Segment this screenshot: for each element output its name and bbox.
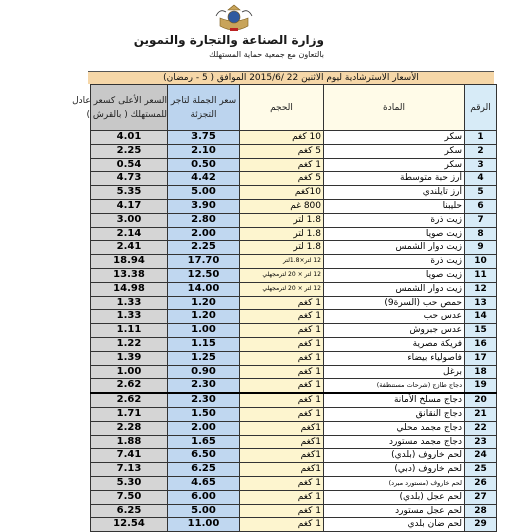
table-row <box>91 490 497 504</box>
item-cell: برغل <box>324 365 465 379</box>
item-cell: حليبنا <box>324 199 465 213</box>
retail-price-cell: 1.00 <box>91 365 168 379</box>
retail-price-cell: 1.71 <box>91 407 168 421</box>
table-row <box>91 324 497 338</box>
retail-price-cell: 1.22 <box>91 337 168 351</box>
table-row <box>91 268 497 282</box>
row-number-cell: 19 <box>465 379 497 393</box>
size-cell: 1كغم <box>240 463 324 477</box>
retail-price-cell: 3.00 <box>91 213 168 227</box>
item-cell: أرز تايلندي <box>324 186 465 200</box>
retail-price-cell: 2.14 <box>91 227 168 241</box>
row-number-cell: 6 <box>465 199 497 213</box>
table-row <box>91 421 497 435</box>
retail-price-cell: 1.39 <box>91 351 168 365</box>
size-cell: 1 كغم <box>240 490 324 504</box>
row-number-cell: 22 <box>465 421 497 435</box>
table-row <box>91 131 497 145</box>
retail-price-cell: 2.62 <box>91 393 168 407</box>
retail-price-cell: 12.54 <box>91 518 168 532</box>
row-number-cell: 24 <box>465 449 497 463</box>
wholesale-price-cell: 2.00 <box>168 227 240 241</box>
table-row <box>91 255 497 269</box>
wholesale-price-cell: 5.00 <box>168 186 240 200</box>
row-number-cell: 14 <box>465 310 497 324</box>
item-cell: زيت دوار الشمس <box>324 241 465 255</box>
row-number-cell: 17 <box>465 351 497 365</box>
retail-price-cell: 7.41 <box>91 449 168 463</box>
item-cell: دجاج النقانق <box>324 407 465 421</box>
row-number-cell: 10 <box>465 255 497 269</box>
retail-price-cell: 1.33 <box>91 310 168 324</box>
wholesale-price-cell: 2.30 <box>168 393 240 407</box>
header-retail: السعر الأعلى كسعر عادل للمستهلك ( بالقرش ) <box>91 85 168 131</box>
wholesale-price-cell: 6.50 <box>168 449 240 463</box>
size-cell: 1 كغم <box>240 158 324 172</box>
item-cell: عدس حب <box>324 310 465 324</box>
size-cell: 1كغم <box>240 435 324 449</box>
item-cell: فاصولياء بيضاء <box>324 351 465 365</box>
retail-price-cell: 1.11 <box>91 324 168 338</box>
wholesale-price-cell: 0.90 <box>168 365 240 379</box>
item-cell: زيت دوار الشمس <box>324 282 465 296</box>
wholesale-price-cell: 6.25 <box>168 463 240 477</box>
table-row <box>91 310 497 324</box>
item-cell: سكر <box>324 144 465 158</box>
retail-price-cell: 1.33 <box>91 296 168 310</box>
table-row <box>91 199 497 213</box>
item-cell: دجاج مسلخ الأمانة <box>324 393 465 407</box>
item-cell: زيت صويا <box>324 227 465 241</box>
row-number-cell: 29 <box>465 518 497 532</box>
size-cell: 10كغم <box>240 186 324 200</box>
retail-price-cell: 18.94 <box>91 255 168 269</box>
size-cell: 5 كغم <box>240 172 324 186</box>
retail-price-cell: 4.01 <box>91 131 168 145</box>
size-cell: 800 غم <box>240 199 324 213</box>
table-row <box>91 337 497 351</box>
wholesale-price-cell: 2.00 <box>168 421 240 435</box>
size-cell: 10 كغم <box>240 131 324 145</box>
size-cell: 1 كغم <box>240 393 324 407</box>
retail-price-cell: 14.98 <box>91 282 168 296</box>
table-row <box>91 241 497 255</box>
retail-price-cell: 2.62 <box>91 379 168 393</box>
wholesale-price-cell: 2.80 <box>168 213 240 227</box>
item-cell: حمص حب (السرة9) <box>324 296 465 310</box>
table-row <box>91 351 497 365</box>
wholesale-price-cell: 2.25 <box>168 241 240 255</box>
retail-price-cell: 4.73 <box>91 172 168 186</box>
retail-price-cell: 4.17 <box>91 199 168 213</box>
wholesale-price-cell: 1.65 <box>168 435 240 449</box>
row-number-cell: 12 <box>465 282 497 296</box>
item-cell: أرز حبة متوسطة <box>324 172 465 186</box>
size-cell: 1 كغم <box>240 337 324 351</box>
item-cell: لحم عجل مستورد <box>324 504 465 518</box>
item-cell: دجاج مجمد محلي <box>324 421 465 435</box>
row-number-cell: 26 <box>465 476 497 490</box>
table-row <box>91 518 497 532</box>
size-cell: 1 كغم <box>240 476 324 490</box>
item-cell: لحم ضان بلدي <box>324 518 465 532</box>
table-row <box>91 282 497 296</box>
ministry-title: وزارة الصناعة والتجارة والتموين <box>133 33 324 47</box>
retail-price-cell: 7.13 <box>91 463 168 477</box>
wholesale-price-cell: 17.70 <box>168 255 240 269</box>
table-row <box>91 379 497 393</box>
row-number-cell: 1 <box>465 131 497 145</box>
table-row <box>91 296 497 310</box>
row-number-cell: 3 <box>465 158 497 172</box>
size-cell: 12 لتر×1.8لتر <box>240 255 324 269</box>
header-size: الحجم <box>240 85 324 131</box>
size-cell: 12 لتر × 20 لترمجهلي <box>240 268 324 282</box>
size-cell: 5 كغم <box>240 144 324 158</box>
table-row <box>91 144 497 158</box>
wholesale-price-cell: 2.10 <box>168 144 240 158</box>
retail-price-cell: 0.54 <box>91 158 168 172</box>
row-number-cell: 28 <box>465 504 497 518</box>
size-cell: 1 كغم <box>240 365 324 379</box>
retail-price-cell: 7.50 <box>91 490 168 504</box>
item-cell: زيت صويا <box>324 268 465 282</box>
size-cell: 1كغم <box>240 421 324 435</box>
item-cell: دجاج مجمد مستورد <box>324 435 465 449</box>
size-cell: 1 كغم <box>240 407 324 421</box>
row-number-cell: 7 <box>465 213 497 227</box>
size-cell: 1كغم <box>240 449 324 463</box>
size-cell: 1 كغم <box>240 310 324 324</box>
row-number-cell: 21 <box>465 407 497 421</box>
item-cell: عدس جبروش <box>324 324 465 338</box>
table-row <box>91 172 497 186</box>
wholesale-price-cell: 12.50 <box>168 268 240 282</box>
item-cell: زيت ذرة <box>324 213 465 227</box>
table-row <box>91 213 497 227</box>
price-table <box>72 84 497 532</box>
retail-price-cell: 13.38 <box>91 268 168 282</box>
wholesale-price-cell: 3.90 <box>168 199 240 213</box>
wholesale-price-cell: 3.75 <box>168 131 240 145</box>
table-row <box>91 393 497 407</box>
size-cell: 1 كغم <box>240 351 324 365</box>
retail-price-cell: 6.25 <box>91 504 168 518</box>
wholesale-price-cell: 11.00 <box>168 518 240 532</box>
table-row <box>91 365 497 379</box>
item-cell: فريكة مصرية <box>324 337 465 351</box>
size-cell: 1 كغم <box>240 518 324 532</box>
row-number-cell: 8 <box>465 227 497 241</box>
wholesale-price-cell: 1.15 <box>168 337 240 351</box>
item-cell: سكر <box>324 158 465 172</box>
table-header-row <box>91 85 497 131</box>
header-wholesale: سعر الجملة لتاجر التجزئة <box>168 85 240 131</box>
retail-price-cell: 5.30 <box>91 476 168 490</box>
size-cell: 12 لتر × 20 لترمجهلي <box>240 282 324 296</box>
wholesale-price-cell: 5.00 <box>168 504 240 518</box>
row-number-cell: 2 <box>465 144 497 158</box>
item-cell: سكر <box>324 131 465 145</box>
item-cell: زيت ذرة <box>324 255 465 269</box>
wholesale-price-cell: 4.65 <box>168 476 240 490</box>
row-number-cell: 11 <box>465 268 497 282</box>
row-number-cell: 23 <box>465 435 497 449</box>
date-banner: الأسعار الاسترشادية ليوم الاثنين 22 /2015/6 الموافق ( 5 - رمضان) <box>88 71 494 84</box>
wholesale-price-cell: 1.25 <box>168 351 240 365</box>
size-cell: 1 كغم <box>240 324 324 338</box>
table-row <box>91 449 497 463</box>
table-row <box>91 407 497 421</box>
table-row <box>91 476 497 490</box>
row-number-cell: 16 <box>465 337 497 351</box>
wholesale-price-cell: 0.50 <box>168 158 240 172</box>
retail-price-cell: 1.88 <box>91 435 168 449</box>
table-row <box>91 158 497 172</box>
row-number-cell: 20 <box>465 393 497 407</box>
header-item: المادة <box>324 85 465 131</box>
table-row <box>91 463 497 477</box>
row-number-cell: 15 <box>465 324 497 338</box>
wholesale-price-cell: 6.00 <box>168 490 240 504</box>
size-cell: 1.8 لتر <box>240 213 324 227</box>
retail-price-cell: 2.41 <box>91 241 168 255</box>
wholesale-price-cell: 1.50 <box>168 407 240 421</box>
table-row <box>91 186 497 200</box>
item-cell: لحم عجل (بلدي) <box>324 490 465 504</box>
row-number-cell: 25 <box>465 463 497 477</box>
wholesale-price-cell: 1.00 <box>168 324 240 338</box>
header-number: الرقم <box>465 85 497 131</box>
row-number-cell: 4 <box>465 172 497 186</box>
size-cell: 1.8 لتر <box>240 241 324 255</box>
item-cell: لحم خاروف (مستورد مبرد) <box>324 476 465 490</box>
retail-price-cell: 5.35 <box>91 186 168 200</box>
item-cell: دجاج طازج (شرحات مستنظفة) <box>324 379 465 393</box>
wholesale-price-cell: 1.20 <box>168 310 240 324</box>
coat-of-arms-icon <box>214 4 254 34</box>
size-cell: 1.8 لتر <box>240 227 324 241</box>
item-cell: لحم خاروف (بلدي) <box>324 449 465 463</box>
subtitle: بالتعاون مع جمعية حماية المستهلك <box>209 50 324 59</box>
wholesale-price-cell: 14.00 <box>168 282 240 296</box>
size-cell: 1 كغم <box>240 504 324 518</box>
retail-price-cell: 2.28 <box>91 421 168 435</box>
table-row <box>91 504 497 518</box>
row-number-cell: 13 <box>465 296 497 310</box>
size-cell: 1 كغم <box>240 379 324 393</box>
row-number-cell: 9 <box>465 241 497 255</box>
wholesale-price-cell: 2.30 <box>168 379 240 393</box>
item-cell: لحم خاروف (دبي) <box>324 463 465 477</box>
row-number-cell: 5 <box>465 186 497 200</box>
retail-price-cell: 2.25 <box>91 144 168 158</box>
wholesale-price-cell: 4.42 <box>168 172 240 186</box>
size-cell: 1 كغم <box>240 296 324 310</box>
row-number-cell: 18 <box>465 365 497 379</box>
wholesale-price-cell: 1.20 <box>168 296 240 310</box>
table-row <box>91 435 497 449</box>
table-row <box>91 227 497 241</box>
row-number-cell: 27 <box>465 490 497 504</box>
